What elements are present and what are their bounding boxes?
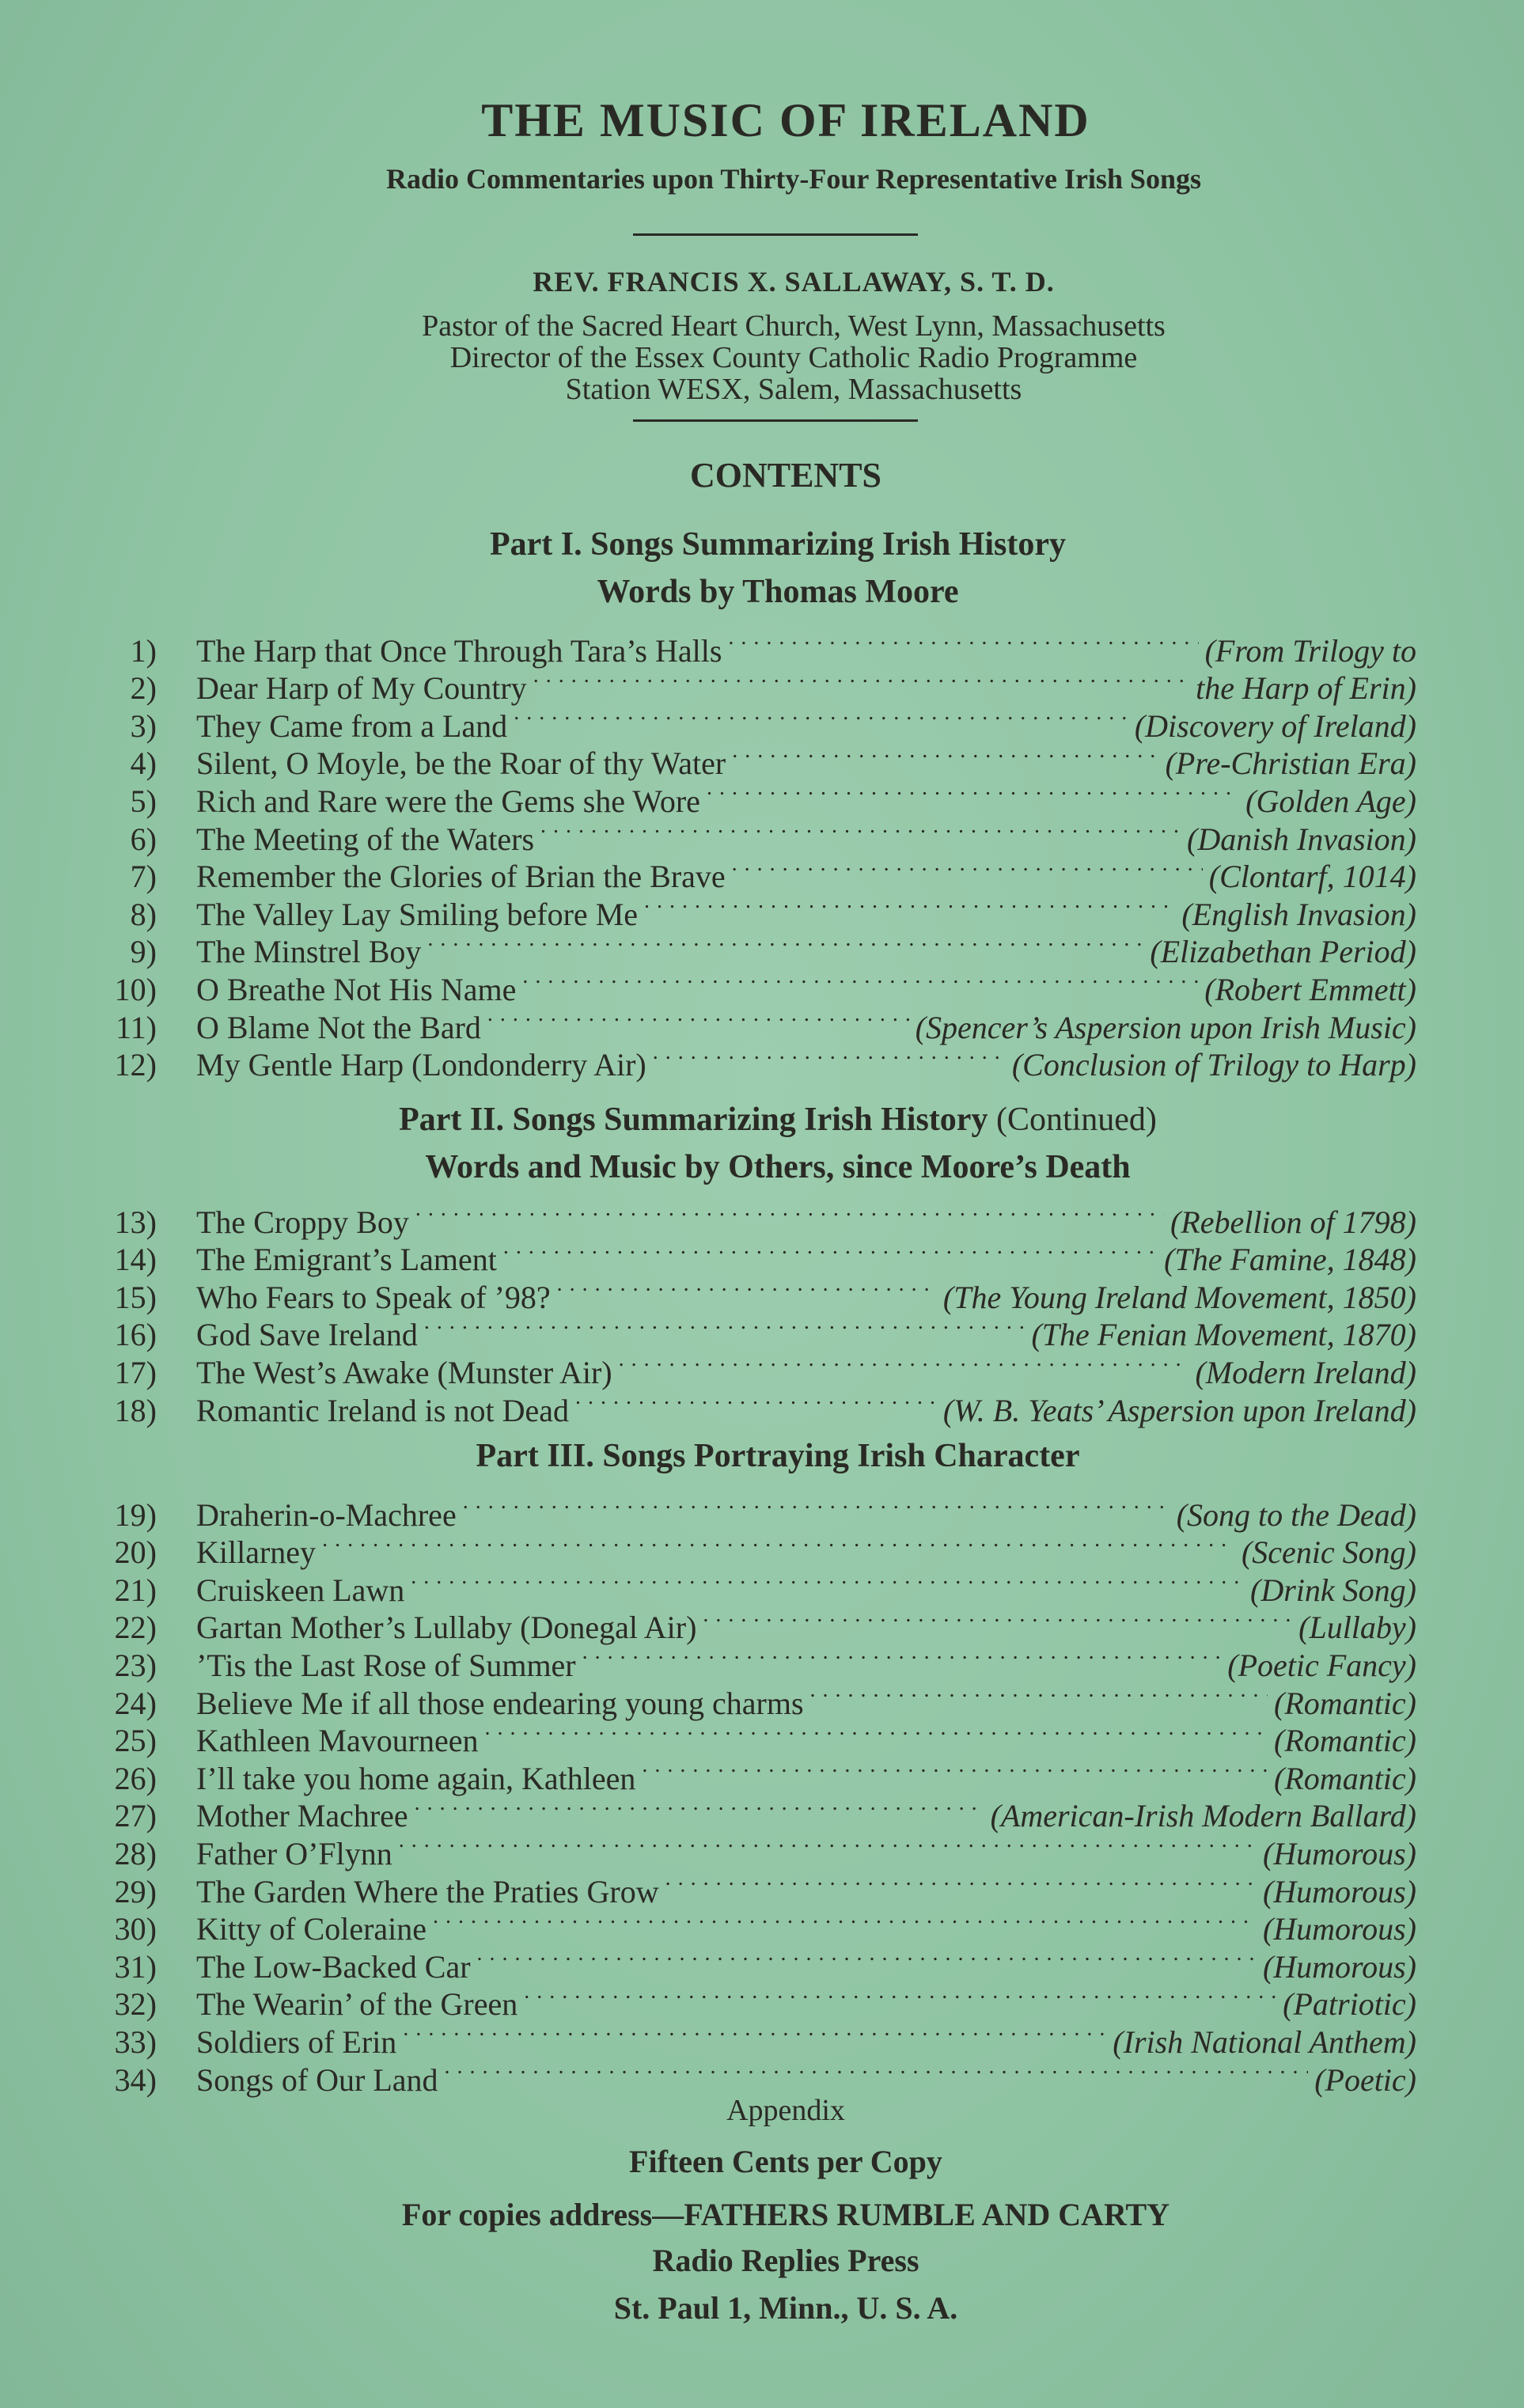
part3-song-list (87, 1488, 1416, 2098)
song-title: O Blame Not the Bard (196, 1009, 481, 1045)
part2-title (32, 1096, 1524, 1143)
song-title: Killarney (196, 1534, 317, 1571)
song-era-note: (Elizabethan Period) (1150, 934, 1416, 970)
part1-heading (0, 521, 1524, 616)
dot-leader (463, 1488, 1170, 1526)
dot-leader (485, 1714, 1268, 1752)
song-number: 33) (114, 2023, 157, 2060)
dot-leader (575, 1383, 937, 1421)
dot-leader (524, 1978, 1276, 2016)
part2-title-main: Part II. Songs Summarizing Irish History (399, 1102, 988, 1138)
song-number: 6) (130, 821, 157, 857)
song-era-note: the Harp of Erin) (1196, 670, 1416, 707)
song-title: O Breathe Not His Name (196, 971, 517, 1007)
song-title: The Wearin’ of the Green (196, 1986, 518, 2023)
song-title: The Minstrel Boy (196, 934, 422, 970)
dot-leader (399, 1826, 1257, 1864)
song-number: 4) (130, 745, 157, 782)
song-number: 25) (114, 1723, 157, 1759)
divider-top (633, 233, 918, 236)
song-number: 16) (114, 1317, 157, 1353)
song-era-note: (Robert Emmett) (1204, 971, 1416, 1007)
song-era-note: (The Fenian Movement, 1870) (1031, 1317, 1416, 1353)
song-number: 31) (114, 1948, 157, 1985)
song-era-note: (Spencer’s Aspersion upon Irish Music) (915, 1009, 1416, 1045)
song-title: Silent, O Moyle, be the Roar of thy Water (196, 745, 726, 782)
song-title: Cruiskeen Lawn (196, 1572, 405, 1608)
song-title: My Gentle Harp (Londonderry Air) (196, 1047, 646, 1083)
dot-leader (732, 850, 1203, 888)
song-era-note: (Romantic) (1274, 1760, 1416, 1796)
song-title: The Valley Lay Smiling before Me (196, 896, 639, 932)
part1-title: Part I. Songs Summarizing Irish History (489, 526, 1067, 563)
song-title: Songs of Our Land (196, 2061, 438, 2098)
song-title: Kathleen Mavourneen (196, 1723, 479, 1759)
song-number: 28) (114, 1835, 157, 1871)
song-era-note: (Romantic) (1274, 1685, 1416, 1721)
page-subtitle: Radio Commentaries upon Thirty-Four Representative Irish Songs (385, 163, 1202, 195)
dot-leader (487, 1000, 909, 1038)
song-number: 10) (114, 971, 157, 1007)
song-number: 24) (114, 1685, 157, 1721)
song-title: Mother Machree (196, 1798, 408, 1834)
song-era-note: (The Famine, 1848) (1164, 1242, 1416, 1278)
song-number: 1) (130, 632, 157, 669)
divider-middle (633, 419, 918, 422)
song-era-note: (Patriotic) (1283, 1986, 1416, 2023)
song-title: Rich and Rare were the Gems she Wore (196, 783, 700, 819)
dot-leader (582, 1638, 1222, 1676)
page-title: THE MUSIC OF IRELAND (481, 94, 1090, 146)
dot-leader (665, 1864, 1257, 1902)
dot-leader (514, 699, 1128, 737)
author-description (0, 310, 1524, 405)
song-title: Romantic Ireland is not Dead (196, 1392, 569, 1428)
song-number: 7) (130, 859, 157, 895)
contents-heading: CONTENTS (689, 456, 882, 495)
song-era-note: (Irish National Anthem) (1113, 2023, 1416, 2060)
song-era-note: (Rebellion of 1798) (1170, 1204, 1416, 1240)
song-row (87, 1488, 1416, 1533)
dot-leader (403, 2015, 1106, 2053)
dot-leader (732, 737, 1158, 775)
song-number: 22) (114, 1610, 157, 1646)
press-line: Radio Replies Press (652, 2243, 919, 2278)
song-title: Draherin-o-Machree (196, 1496, 457, 1533)
dot-leader (411, 1563, 1244, 1601)
song-era-note: (Poetic) (1314, 2061, 1416, 2098)
city-line: St. Paul 1, Minn., U. S. A. (613, 2290, 958, 2326)
song-era-note: (Golden Age) (1245, 783, 1416, 819)
song-number: 15) (114, 1279, 157, 1315)
song-title: Believe Me if all those endearing young charms (196, 1685, 804, 1721)
song-title: Father O’Flynn (196, 1835, 392, 1871)
dot-leader (653, 1038, 1006, 1076)
song-era-note: (Drink Song) (1250, 1572, 1416, 1608)
song-era-note: (Humorous) (1262, 1835, 1416, 1871)
song-era-note: (From Trilogy to (1204, 632, 1416, 669)
song-era-note: (Poetic Fancy) (1227, 1647, 1416, 1683)
dot-leader (427, 925, 1143, 963)
song-row (87, 1195, 1416, 1240)
dot-leader (703, 1601, 1292, 1639)
song-number: 18) (114, 1392, 157, 1428)
song-number: 17) (114, 1354, 157, 1390)
song-era-note: (Scenic Song) (1241, 1534, 1416, 1571)
part3-heading (0, 1432, 1524, 1480)
song-number: 11) (116, 1009, 157, 1045)
song-number: 21) (114, 1572, 157, 1608)
dot-leader (445, 2053, 1309, 2091)
song-era-note: (English Invasion) (1181, 896, 1416, 932)
song-number: 13) (114, 1204, 157, 1240)
song-title: Who Fears to Speak of ’98? (196, 1279, 551, 1315)
song-number: 32) (114, 1986, 157, 2023)
song-era-note: (The Young Ireland Movement, 1850) (942, 1279, 1416, 1315)
dot-leader (322, 1526, 1235, 1564)
song-era-note: (Humorous) (1262, 1911, 1416, 1947)
song-title: The Harp that Once Through Tara’s Halls (196, 632, 722, 669)
song-row (87, 624, 1416, 669)
song-title: They Came from a Land (196, 707, 508, 744)
dot-leader (522, 962, 1198, 1000)
dot-leader (415, 1789, 984, 1827)
dot-leader (557, 1270, 937, 1308)
song-number: 14) (114, 1242, 157, 1278)
dot-leader (707, 774, 1239, 812)
part2-song-list (87, 1195, 1416, 1428)
song-title: God Save Ireland (196, 1317, 418, 1353)
dot-leader (533, 662, 1189, 700)
song-title: The Garden Where the Praties Grow (196, 1873, 659, 1909)
song-number: 26) (114, 1760, 157, 1796)
song-title: The Meeting of the Waters (196, 821, 535, 857)
dot-leader (433, 1902, 1257, 1940)
song-number: 2) (130, 670, 157, 707)
dot-leader (540, 812, 1181, 850)
part3-title: Part III. Songs Portraying Irish Character (476, 1438, 1080, 1474)
song-era-note: (Lullaby) (1298, 1610, 1416, 1646)
song-number: 3) (130, 707, 157, 744)
song-number: 5) (130, 783, 157, 819)
song-title: I’ll take you home again, Kathleen (196, 1760, 636, 1796)
part1-subtitle: Words by Thomas Moore (597, 574, 959, 610)
author-desc-line: Station WESX, Salem, Massachusetts (565, 373, 1022, 406)
song-title: Dear Harp of My Country (196, 670, 527, 707)
song-era-note: (Clontarf, 1014) (1208, 859, 1416, 895)
author-name: REV. FRANCIS X. SALLAWAY, S. T. D. (533, 266, 1055, 298)
song-era-note: (Danish Invasion) (1187, 821, 1416, 857)
appendix-label: Appendix (726, 2094, 845, 2127)
song-title: The West’s Awake (Munster Air) (196, 1354, 612, 1390)
song-era-note: (Humorous) (1262, 1873, 1416, 1909)
song-number: 34) (114, 2061, 157, 2098)
dot-leader (728, 624, 1198, 662)
song-era-note: (Modern Ireland) (1195, 1354, 1416, 1390)
song-number: 9) (130, 934, 157, 970)
song-number: 8) (130, 896, 157, 932)
part2-heading (0, 1096, 1524, 1191)
part2-subtitle: Words and Music by Others, since Moore’s Death (425, 1149, 1131, 1185)
song-era-note: (W. B. Yeats’ Aspersion upon Ireland) (942, 1392, 1416, 1428)
song-title: ’Tis the Last Rose of Summer (196, 1647, 576, 1683)
dot-leader (644, 887, 1175, 925)
dot-leader (424, 1308, 1025, 1346)
song-number: 12) (114, 1047, 157, 1083)
author-desc-line: Pastor of the Sacred Heart Church, West Lynn, Massachusetts (422, 309, 1166, 343)
song-number: 30) (114, 1911, 157, 1947)
author-desc-line: Director of the Essex County Catholic Radio Programme (449, 341, 1138, 374)
dot-leader (810, 1676, 1268, 1714)
song-number: 29) (114, 1873, 157, 1909)
song-era-note: (Pre-Christian Era) (1165, 745, 1416, 782)
song-title: Remember the Glories of Brian the Brave (196, 859, 726, 895)
song-title: Soldiers of Erin (196, 2023, 397, 2060)
song-title: The Croppy Boy (196, 1204, 409, 1240)
song-title: Gartan Mother’s Lullaby (Donegal Air) (196, 1610, 697, 1646)
song-number: 20) (114, 1534, 157, 1571)
song-title: Kitty of Coleraine (196, 1911, 427, 1947)
dot-leader (619, 1345, 1189, 1383)
song-number: 27) (114, 1798, 157, 1834)
dot-leader (503, 1233, 1158, 1271)
song-title: The Emigrant’s Lament (196, 1242, 497, 1278)
song-era-note: (Conclusion of Trilogy to Harp) (1011, 1047, 1416, 1083)
song-era-note: (Humorous) (1262, 1948, 1416, 1985)
song-era-note: (Romantic) (1274, 1723, 1416, 1759)
song-era-note: (Discovery of Ireland) (1134, 707, 1416, 744)
song-title: The Low-Backed Car (196, 1948, 471, 1985)
song-era-note: (Song to the Dead) (1176, 1496, 1416, 1533)
song-era-note: (American-Irish Modern Ballard) (990, 1798, 1416, 1834)
dot-leader (477, 1940, 1257, 1978)
dot-leader (415, 1195, 1164, 1233)
part1-song-list (87, 624, 1416, 1083)
dot-leader (642, 1751, 1268, 1789)
song-number: 19) (114, 1496, 157, 1533)
price-line: Fifteen Cents per Copy (629, 2144, 942, 2179)
song-number: 23) (114, 1647, 157, 1683)
part2-title-suffix: (Continued) (988, 1102, 1157, 1138)
address-line: For copies address—FATHERS RUMBLE AND CARTY (401, 2197, 1170, 2232)
